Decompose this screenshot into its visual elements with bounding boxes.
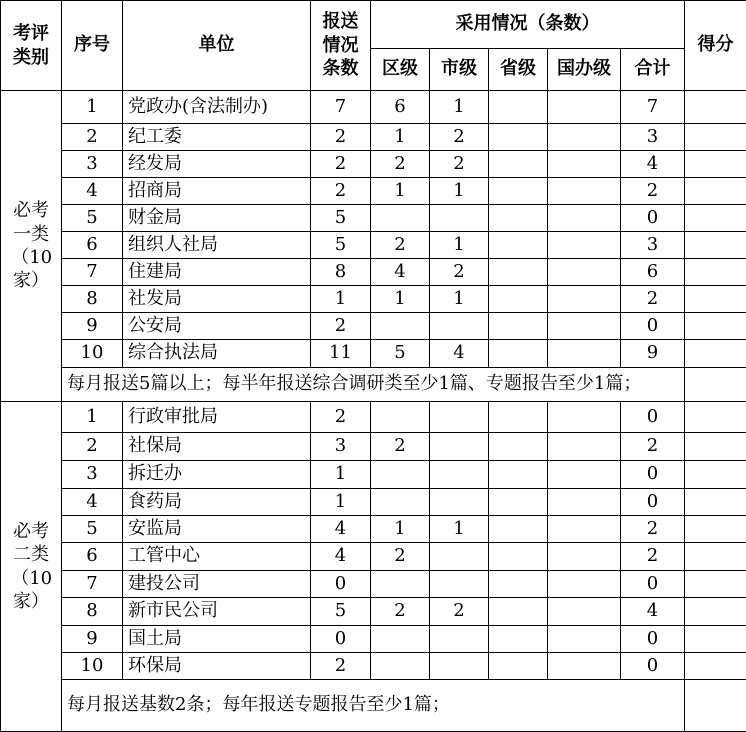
table-row <box>1 626 746 653</box>
requirement-note: 每月报送5篇以上；每半年报送综合调研类至少1篇、专题报告至少1篇； <box>62 368 685 402</box>
city-cell: 2 <box>430 598 489 626</box>
province-cell <box>489 516 548 543</box>
state-office-cell <box>548 571 621 598</box>
district-cell <box>371 571 430 598</box>
city-cell <box>430 205 489 232</box>
score-cell <box>685 653 746 680</box>
city-cell: 2 <box>430 259 489 286</box>
reported-cell: 3 <box>311 433 371 461</box>
city-cell <box>430 653 489 680</box>
table-row <box>1 124 746 151</box>
unit-cell: 党政办(含法制办) <box>123 91 311 124</box>
unit-cell: 社发局 <box>123 286 311 313</box>
province-cell <box>489 232 548 259</box>
total-cell: 3 <box>621 232 685 259</box>
unit-cell: 国土局 <box>123 626 311 653</box>
district-cell <box>371 489 430 516</box>
header-reported: 报送情况条数 <box>311 1 371 91</box>
unit-cell: 社保局 <box>123 433 311 461</box>
table-row <box>1 516 746 543</box>
unit-cell: 纪工委 <box>123 124 311 151</box>
header-category: 考评类别 <box>1 1 62 91</box>
state-office-cell <box>548 259 621 286</box>
total-cell: 2 <box>621 433 685 461</box>
total-cell: 7 <box>621 91 685 124</box>
total-cell: 0 <box>621 205 685 232</box>
table-row <box>1 91 746 124</box>
district-cell: 2 <box>371 151 430 178</box>
score-cell <box>685 433 746 461</box>
city-cell <box>430 626 489 653</box>
seq-cell: 7 <box>62 571 123 598</box>
reported-cell: 2 <box>311 313 371 340</box>
seq-cell: 9 <box>62 626 123 653</box>
table-row <box>1 489 746 516</box>
total-cell: 0 <box>621 461 685 489</box>
state-office-cell <box>548 232 621 259</box>
city-cell: 1 <box>430 232 489 259</box>
score-cell <box>685 313 746 340</box>
header-total: 合计 <box>621 49 685 91</box>
table-row <box>1 205 746 232</box>
header-province: 省级 <box>489 49 548 91</box>
header-city: 市级 <box>430 49 489 91</box>
reported-cell: 0 <box>311 626 371 653</box>
city-cell: 1 <box>430 178 489 205</box>
table-row <box>1 259 746 286</box>
state-office-cell <box>548 286 621 313</box>
unit-cell: 拆迁办 <box>123 461 311 489</box>
table-row <box>1 461 746 489</box>
city-cell <box>430 461 489 489</box>
province-cell <box>489 178 548 205</box>
reported-cell: 2 <box>311 151 371 178</box>
seq-cell: 7 <box>62 259 123 286</box>
district-cell: 5 <box>371 340 430 368</box>
district-cell <box>371 653 430 680</box>
province-cell <box>489 91 548 124</box>
reported-cell: 5 <box>311 598 371 626</box>
state-office-cell <box>548 151 621 178</box>
unit-cell: 经发局 <box>123 151 311 178</box>
header-state-office: 国办级 <box>548 49 621 91</box>
province-cell <box>489 543 548 571</box>
total-cell: 6 <box>621 259 685 286</box>
seq-cell: 4 <box>62 178 123 205</box>
reported-cell: 1 <box>311 286 371 313</box>
table-row <box>1 286 746 313</box>
table-row <box>1 313 746 340</box>
header-row-1 <box>1 1 746 49</box>
city-cell: 1 <box>430 91 489 124</box>
note-row <box>1 368 746 402</box>
state-office-cell <box>548 433 621 461</box>
table-row <box>1 151 746 178</box>
seq-cell: 9 <box>62 313 123 340</box>
unit-cell: 组织人社局 <box>123 232 311 259</box>
province-cell <box>489 286 548 313</box>
header-adopted: 采用情况（条数） <box>371 1 685 49</box>
district-cell: 2 <box>371 433 430 461</box>
total-cell: 0 <box>621 653 685 680</box>
state-office-cell <box>548 461 621 489</box>
reported-cell: 8 <box>311 259 371 286</box>
score-cell <box>685 461 746 489</box>
total-cell: 9 <box>621 340 685 368</box>
reported-cell: 4 <box>311 516 371 543</box>
state-office-cell <box>548 124 621 151</box>
district-cell <box>371 626 430 653</box>
unit-cell: 综合执法局 <box>123 340 311 368</box>
seq-cell: 3 <box>62 461 123 489</box>
seq-cell: 5 <box>62 516 123 543</box>
unit-cell: 建投公司 <box>123 571 311 598</box>
province-cell <box>489 205 548 232</box>
reported-cell: 2 <box>311 402 371 433</box>
state-office-cell <box>548 489 621 516</box>
province-cell <box>489 461 548 489</box>
province-cell <box>489 433 548 461</box>
table-row <box>1 178 746 205</box>
seq-cell: 1 <box>62 91 123 124</box>
city-cell <box>430 571 489 598</box>
seq-cell: 10 <box>62 340 123 368</box>
table-row <box>1 433 746 461</box>
score-cell <box>685 151 746 178</box>
header-district: 区级 <box>371 49 430 91</box>
district-cell: 2 <box>371 232 430 259</box>
requirement-note: 每月报送基数2条；每年报送专题报告至少1篇； <box>62 680 685 732</box>
total-cell: 0 <box>621 489 685 516</box>
district-cell: 1 <box>371 286 430 313</box>
district-cell: 1 <box>371 178 430 205</box>
table-row <box>1 232 746 259</box>
total-cell: 2 <box>621 178 685 205</box>
seq-cell: 4 <box>62 489 123 516</box>
province-cell <box>489 124 548 151</box>
category-label: 必考二类（10家） <box>11 520 51 614</box>
table-row <box>1 543 746 571</box>
state-office-cell <box>548 91 621 124</box>
unit-cell: 行政审批局 <box>123 402 311 433</box>
total-cell: 3 <box>621 124 685 151</box>
table-row <box>1 653 746 680</box>
province-cell <box>489 259 548 286</box>
city-cell: 4 <box>430 340 489 368</box>
header-seq: 序号 <box>62 1 123 91</box>
score-cell <box>685 286 746 313</box>
city-cell: 2 <box>430 151 489 178</box>
seq-cell: 1 <box>62 402 123 433</box>
note-score-cell <box>685 680 746 732</box>
total-cell: 4 <box>621 598 685 626</box>
reported-cell: 2 <box>311 124 371 151</box>
reported-cell: 2 <box>311 178 371 205</box>
table-row <box>1 402 746 433</box>
reported-cell: 2 <box>311 653 371 680</box>
table-row <box>1 571 746 598</box>
table-row <box>1 340 746 368</box>
district-cell <box>371 402 430 433</box>
city-cell <box>430 433 489 461</box>
note-score-cell <box>685 368 746 402</box>
province-cell <box>489 571 548 598</box>
score-cell <box>685 402 746 433</box>
province-cell <box>489 626 548 653</box>
district-cell <box>371 205 430 232</box>
unit-cell: 食药局 <box>123 489 311 516</box>
total-cell: 2 <box>621 516 685 543</box>
state-office-cell <box>548 626 621 653</box>
total-cell: 0 <box>621 402 685 433</box>
province-cell <box>489 313 548 340</box>
total-cell: 2 <box>621 286 685 313</box>
reported-cell: 1 <box>311 461 371 489</box>
total-cell: 0 <box>621 626 685 653</box>
score-cell <box>685 91 746 124</box>
score-cell <box>685 489 746 516</box>
province-cell <box>489 489 548 516</box>
reported-cell: 5 <box>311 205 371 232</box>
reported-cell: 11 <box>311 340 371 368</box>
score-cell <box>685 205 746 232</box>
score-cell <box>685 543 746 571</box>
header-score: 得分 <box>685 1 746 91</box>
province-cell <box>489 598 548 626</box>
total-cell: 0 <box>621 313 685 340</box>
seq-cell: 5 <box>62 205 123 232</box>
header-unit: 单位 <box>123 1 311 91</box>
city-cell <box>430 543 489 571</box>
city-cell <box>430 313 489 340</box>
score-cell <box>685 232 746 259</box>
city-cell: 1 <box>430 516 489 543</box>
total-cell: 0 <box>621 571 685 598</box>
province-cell <box>489 151 548 178</box>
state-office-cell <box>548 340 621 368</box>
score-cell <box>685 340 746 368</box>
city-cell: 1 <box>430 286 489 313</box>
score-cell <box>685 626 746 653</box>
state-office-cell <box>548 313 621 340</box>
seq-cell: 6 <box>62 543 123 571</box>
category-label: 必考一类（10家） <box>11 199 51 293</box>
province-cell <box>489 340 548 368</box>
reported-cell: 7 <box>311 91 371 124</box>
unit-cell: 公安局 <box>123 313 311 340</box>
unit-cell: 新市民公司 <box>123 598 311 626</box>
district-cell: 4 <box>371 259 430 286</box>
category-cell <box>1 402 62 732</box>
unit-cell: 住建局 <box>123 259 311 286</box>
unit-cell: 环保局 <box>123 653 311 680</box>
total-cell: 2 <box>621 543 685 571</box>
state-office-cell <box>548 402 621 433</box>
seq-cell: 6 <box>62 232 123 259</box>
district-cell: 6 <box>371 91 430 124</box>
district-cell: 1 <box>371 516 430 543</box>
score-cell <box>685 124 746 151</box>
city-cell <box>430 489 489 516</box>
city-cell <box>430 402 489 433</box>
unit-cell: 安监局 <box>123 516 311 543</box>
province-cell <box>489 653 548 680</box>
state-office-cell <box>548 543 621 571</box>
state-office-cell <box>548 516 621 543</box>
reported-cell: 1 <box>311 489 371 516</box>
score-cell <box>685 516 746 543</box>
reported-cell: 5 <box>311 232 371 259</box>
seq-cell: 2 <box>62 433 123 461</box>
state-office-cell <box>548 205 621 232</box>
district-cell <box>371 313 430 340</box>
reported-cell: 4 <box>311 543 371 571</box>
unit-cell: 招商局 <box>123 178 311 205</box>
seq-cell: 3 <box>62 151 123 178</box>
unit-cell: 财金局 <box>123 205 311 232</box>
district-cell: 2 <box>371 598 430 626</box>
score-cell <box>685 259 746 286</box>
province-cell <box>489 402 548 433</box>
total-cell: 4 <box>621 151 685 178</box>
category-cell <box>1 91 62 402</box>
score-cell <box>685 178 746 205</box>
seq-cell: 8 <box>62 286 123 313</box>
reported-cell: 0 <box>311 571 371 598</box>
state-office-cell <box>548 178 621 205</box>
note-row <box>1 680 746 732</box>
score-cell <box>685 571 746 598</box>
unit-cell: 工管中心 <box>123 543 311 571</box>
district-cell: 1 <box>371 124 430 151</box>
state-office-cell <box>548 598 621 626</box>
seq-cell: 2 <box>62 124 123 151</box>
table-row <box>1 598 746 626</box>
seq-cell: 8 <box>62 598 123 626</box>
state-office-cell <box>548 653 621 680</box>
seq-cell: 10 <box>62 653 123 680</box>
score-cell <box>685 598 746 626</box>
district-cell <box>371 461 430 489</box>
city-cell: 2 <box>430 124 489 151</box>
district-cell: 2 <box>371 543 430 571</box>
